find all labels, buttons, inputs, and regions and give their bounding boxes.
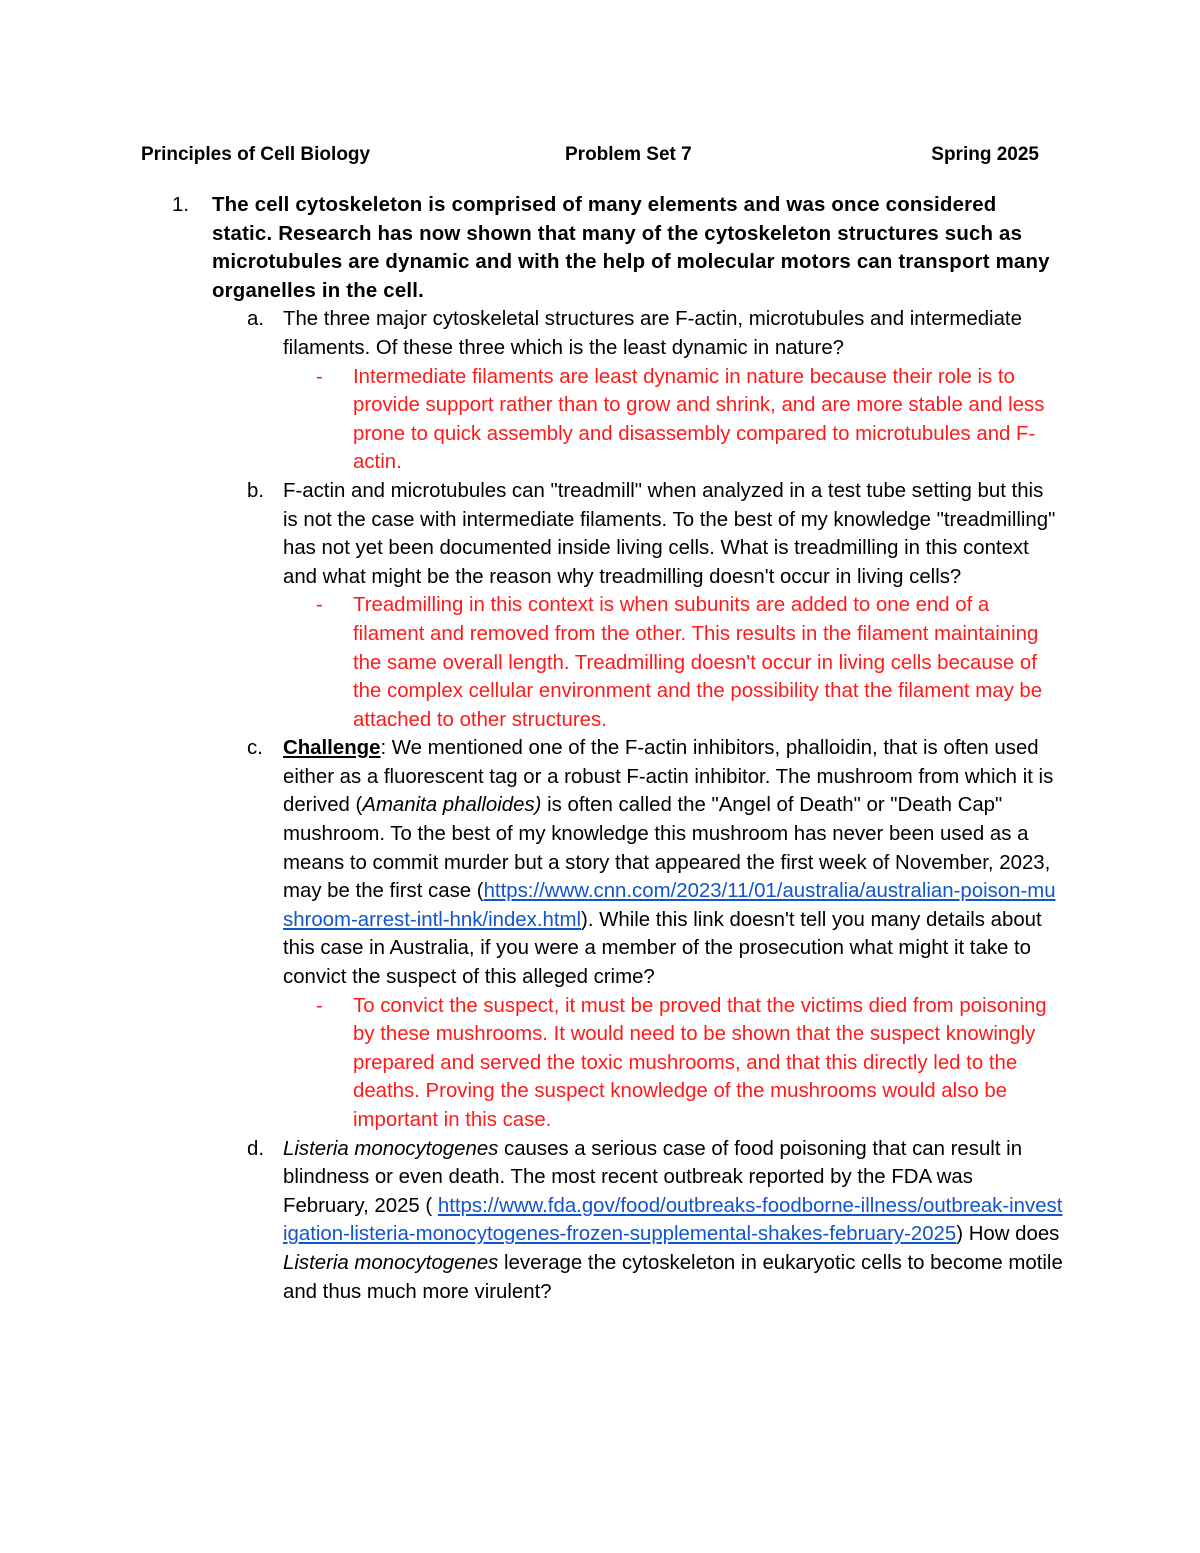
part-a	[0, 305, 1063, 362]
assignment-title: Problem Set 7	[565, 144, 692, 165]
part-c-text-2: is often called the "Angel of Death" or "Death Cap" mushroom. To the best of my knowledge this mushroom has never been used as a means to commit murder but a story that appeared the first week of November, 2023, may be the first case (	[283, 794, 1051, 903]
part-letter: d.	[247, 1137, 265, 1160]
part-c-text-1: : We mentioned one of the F-actin inhibitors, phalloidin, that is often used either as a fluorescent tag or a robust F-actin inhibitor. The mushroom from which it is derived (	[283, 737, 1054, 817]
part-a-answer	[0, 363, 1058, 477]
cnn-article-link[interactable]: https://www.cnn.com/2023/11/01/australia/australian-poison-mushroom-arrest-intl-hnk/index.html	[283, 880, 1056, 931]
term-label: Spring 2025	[931, 144, 1039, 165]
answer-bullet: -	[316, 994, 323, 1017]
page-header	[141, 141, 1039, 169]
part-b-answer	[0, 591, 1058, 734]
part-d-text-1: causes a serious case of food poisoning that can result in blindness or even death. The most recent outbreak reported by the FDA was February, 2025 (	[283, 1137, 1023, 1217]
answer-bullet: -	[316, 594, 323, 617]
part-a-question: The three major cytoskeletal structures are F-actin, microtubules and intermediate filaments. Of these three which is the least dynamic in nature?	[283, 308, 1022, 359]
part-b-question: F-actin and microtubules can "treadmill" when analyzed in a test tube setting but this is not the case with intermediate filaments. To the best of my knowledge "treadmilling" has not yet been documented inside living cells. What is treadmilling in this context and what might be the reason why treadmilling doesn't occur in living cells?	[283, 479, 1056, 588]
part-b	[0, 477, 1063, 591]
part-letter: b.	[247, 479, 265, 502]
species-name-2: Listeria monocytogenes	[283, 1251, 499, 1274]
answer-bullet: -	[316, 365, 323, 388]
part-c-answer	[0, 992, 1058, 1135]
part-d	[0, 1135, 1063, 1307]
part-letter: c.	[247, 737, 263, 760]
part-d-text-2: ) How does	[956, 1223, 1060, 1246]
species-name: Listeria monocytogenes	[283, 1137, 499, 1160]
part-c	[0, 734, 1063, 991]
question-1	[0, 191, 1062, 305]
part-c-text-3: ). While this link doesn't tell you many details about this case in Australia, if you were a member of the prosecution what might it take to convict the suspect of this alleged crime?	[283, 908, 1042, 989]
answer-text: Treadmilling in this context is when subunits are added to one end of a filament and removed from the other. This results in the filament maintaining the same overall length. Treadmilling doesn't occur in living cells because of the complex cellular environment and the possibility that the filament may be attached to other structures.	[353, 594, 1043, 731]
answer-text: To convict the suspect, it must be proved that the victims died from poisoning by these mushrooms. It would need to be shown that the suspect knowingly prepared and served the toxic mushrooms, and that this directly led to the deaths. Proving the suspect knowledge of the mushrooms would also be important in this case.	[353, 994, 1047, 1131]
fda-outbreak-link[interactable]: https://www.fda.gov/food/outbreaks-foodborne-illness/outbreak-investigation-listeria-monocytogenes-frozen-supplemental-shakes-february-2025	[283, 1194, 1063, 1246]
question-number: 1.	[172, 194, 190, 216]
question-1-prompt: The cell cytoskeleton is comprised of many elements and was once considered static. Research has now shown that many of the cytoskeleton structures such as microtubules are dynamic and with the help of molecular motors can transport many organelles in the cell.	[212, 194, 1050, 302]
part-letter: a.	[247, 308, 265, 331]
answer-text: Intermediate filaments are least dynamic in nature because their role is to provide support rather than to grow and shrink, and are more stable and less prone to quick assembly and disassembly compared to microtubules and F-actin.	[353, 365, 1045, 474]
part-d-text-3: leverage the cytoskeleton in eukaryotic cells to become motile and thus much more virulent?	[283, 1251, 1063, 1303]
problem-list	[0, 191, 1200, 1306]
species-name: Amanita phalloides)	[362, 794, 542, 817]
challenge-label: Challenge	[283, 737, 381, 760]
course-title: Principles of Cell Biology	[141, 144, 371, 165]
